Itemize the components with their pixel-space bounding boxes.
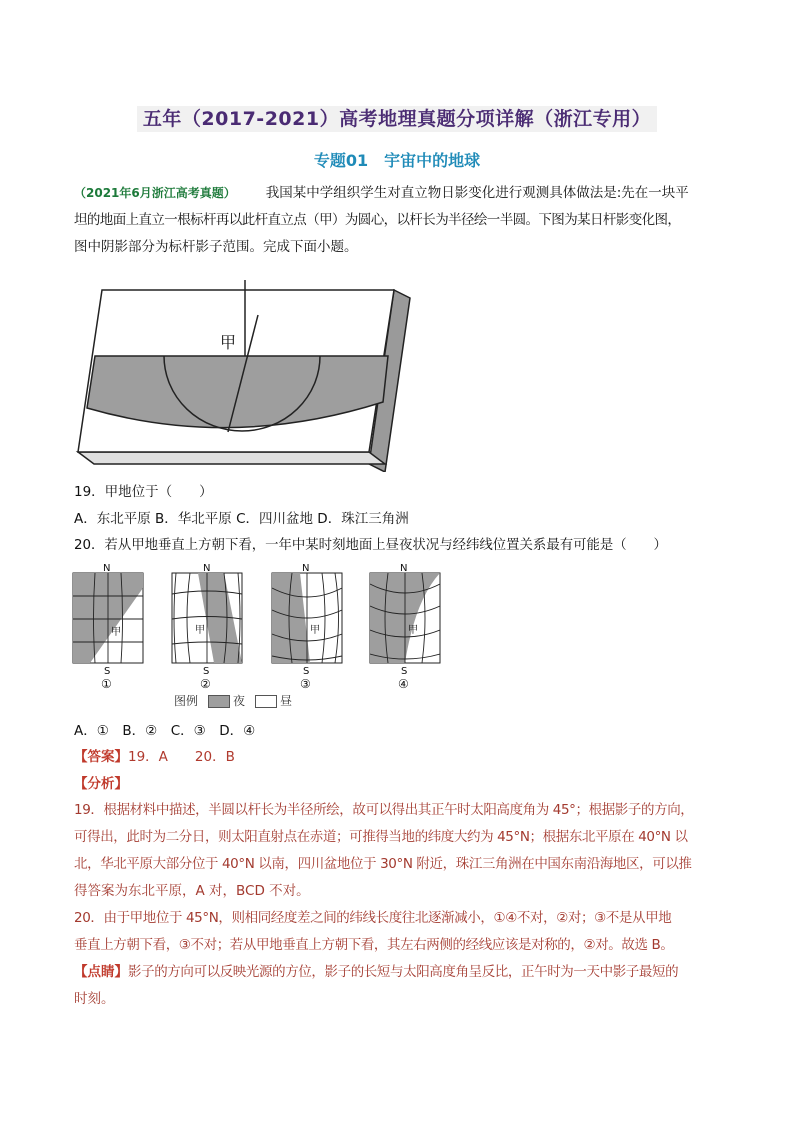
map-4	[370, 563, 440, 691]
south-label: S	[203, 666, 210, 677]
answer-text: 19．A 20．B	[128, 749, 235, 765]
north-label: N	[302, 563, 310, 574]
board-bottom-edge	[78, 452, 385, 464]
map-3	[272, 563, 342, 691]
question-20-stem: 20．若从甲地垂直上方朝下看，一年中某时刻地面上昼夜状况与经纬线位置关系最有可能是（ ）	[74, 538, 667, 553]
tip-text-1: 影子的方向可以反映光源的方位，影子的长短与太阳高度角呈反比，正午时为一天中影子最短的	[128, 964, 679, 980]
south-label: S	[303, 666, 310, 677]
day-swatch	[255, 695, 277, 708]
explanation-19-line-2: 可得出，此时为二分日，则太阳直射点在赤道；可推得当地的纬度大约为 45°N；根据东北平原在 40°N 以	[74, 829, 688, 845]
intro-line-3: 图中阴影部分为标杆影子范围。完成下面小题。	[74, 239, 358, 255]
explanation-19	[74, 797, 724, 905]
tip-section	[74, 959, 724, 1013]
question-19-options: A．东北平原 B．华北平原 C．四川盆地 D．珠江三角洲	[74, 511, 409, 527]
map-number: ①	[101, 677, 112, 691]
intro-line-2: 坦的地面上直立一根标杆再以此杆直立点（甲）为圆心，以杆长为半径绘一半圆。下图为某日杆影变化图，	[74, 212, 681, 228]
analysis-heading	[74, 772, 128, 792]
north-label: N	[203, 563, 211, 574]
question-19-stem: 19．甲地位于（ ）	[74, 484, 213, 500]
explanation-20	[74, 905, 724, 959]
tip-label: 【点睛】	[74, 964, 128, 980]
intro-paragraph	[74, 180, 724, 261]
point-label: 甲	[111, 627, 121, 638]
legend-title: 图例	[174, 694, 199, 708]
night-swatch	[208, 695, 230, 708]
explanation-19-line-4: 得答案为东北平原，A 对，BCD 不对。	[74, 883, 310, 899]
map-1	[73, 563, 143, 691]
point-label: 甲	[195, 625, 205, 636]
tip-line-2: 时刻。	[74, 991, 115, 1007]
page-subtitle: 专题01 宇宙中的地球	[313, 151, 481, 170]
map-number: ③	[300, 677, 311, 691]
answer-label: 【答案】	[74, 749, 128, 765]
legend-night: 夜	[233, 694, 246, 708]
answer-line	[74, 745, 235, 765]
tip-line-1	[74, 959, 724, 986]
explanation-19-line-1: 19．根据材料中描述，半圆以杆长为半径所绘，故可以得出其正午时太阳高度角为 45°；根据影子的方向，	[74, 802, 694, 818]
map-number: ④	[398, 677, 409, 691]
south-label: S	[104, 666, 111, 677]
explanation-20-line-2: 垂直上方朝下看，③不对；若从甲地垂直上方朝下看，其左右两侧的经线应该是对称的，②对。故选 B。	[74, 937, 674, 953]
point-label: 甲	[408, 625, 418, 636]
source-tag: （2021年6月浙江高考真题）	[74, 186, 236, 200]
legend-day: 昼	[280, 694, 293, 708]
map-number: ②	[200, 677, 211, 691]
north-label: N	[103, 563, 111, 574]
intro-line-1	[74, 180, 724, 207]
analysis-label: 【分析】	[74, 776, 128, 792]
explanation-20-line-1: 20．由于甲地位于 45°N，则相同经度差之间的纬线长度往北逐渐减小，①④不对，②对；③不是从甲地	[74, 910, 672, 926]
map-legend	[174, 692, 292, 709]
map-2	[172, 563, 242, 691]
title-text: 五年（2017-2021）高考地理真题分项详解（浙江专用）	[137, 106, 657, 132]
point-label: 甲	[220, 333, 237, 352]
intro-text-1: 我国某中学组织学生对直立物日影变化进行观测具体做法是:先在一块平	[265, 185, 689, 201]
point-label: 甲	[310, 625, 320, 636]
north-label: N	[400, 563, 408, 574]
south-label: S	[401, 666, 408, 677]
question-20-options: A．① B．② C．③ D．④	[74, 723, 256, 739]
page-title	[0, 104, 794, 131]
map-figure	[70, 560, 450, 693]
shadow-diagram	[72, 280, 417, 472]
explanation-19-line-3: 北，华北平原大部分位于 40°N 以南，四川盆地位于 30°N 附近，珠江三角洲在中国东南沿海地区，可以推	[74, 856, 692, 872]
